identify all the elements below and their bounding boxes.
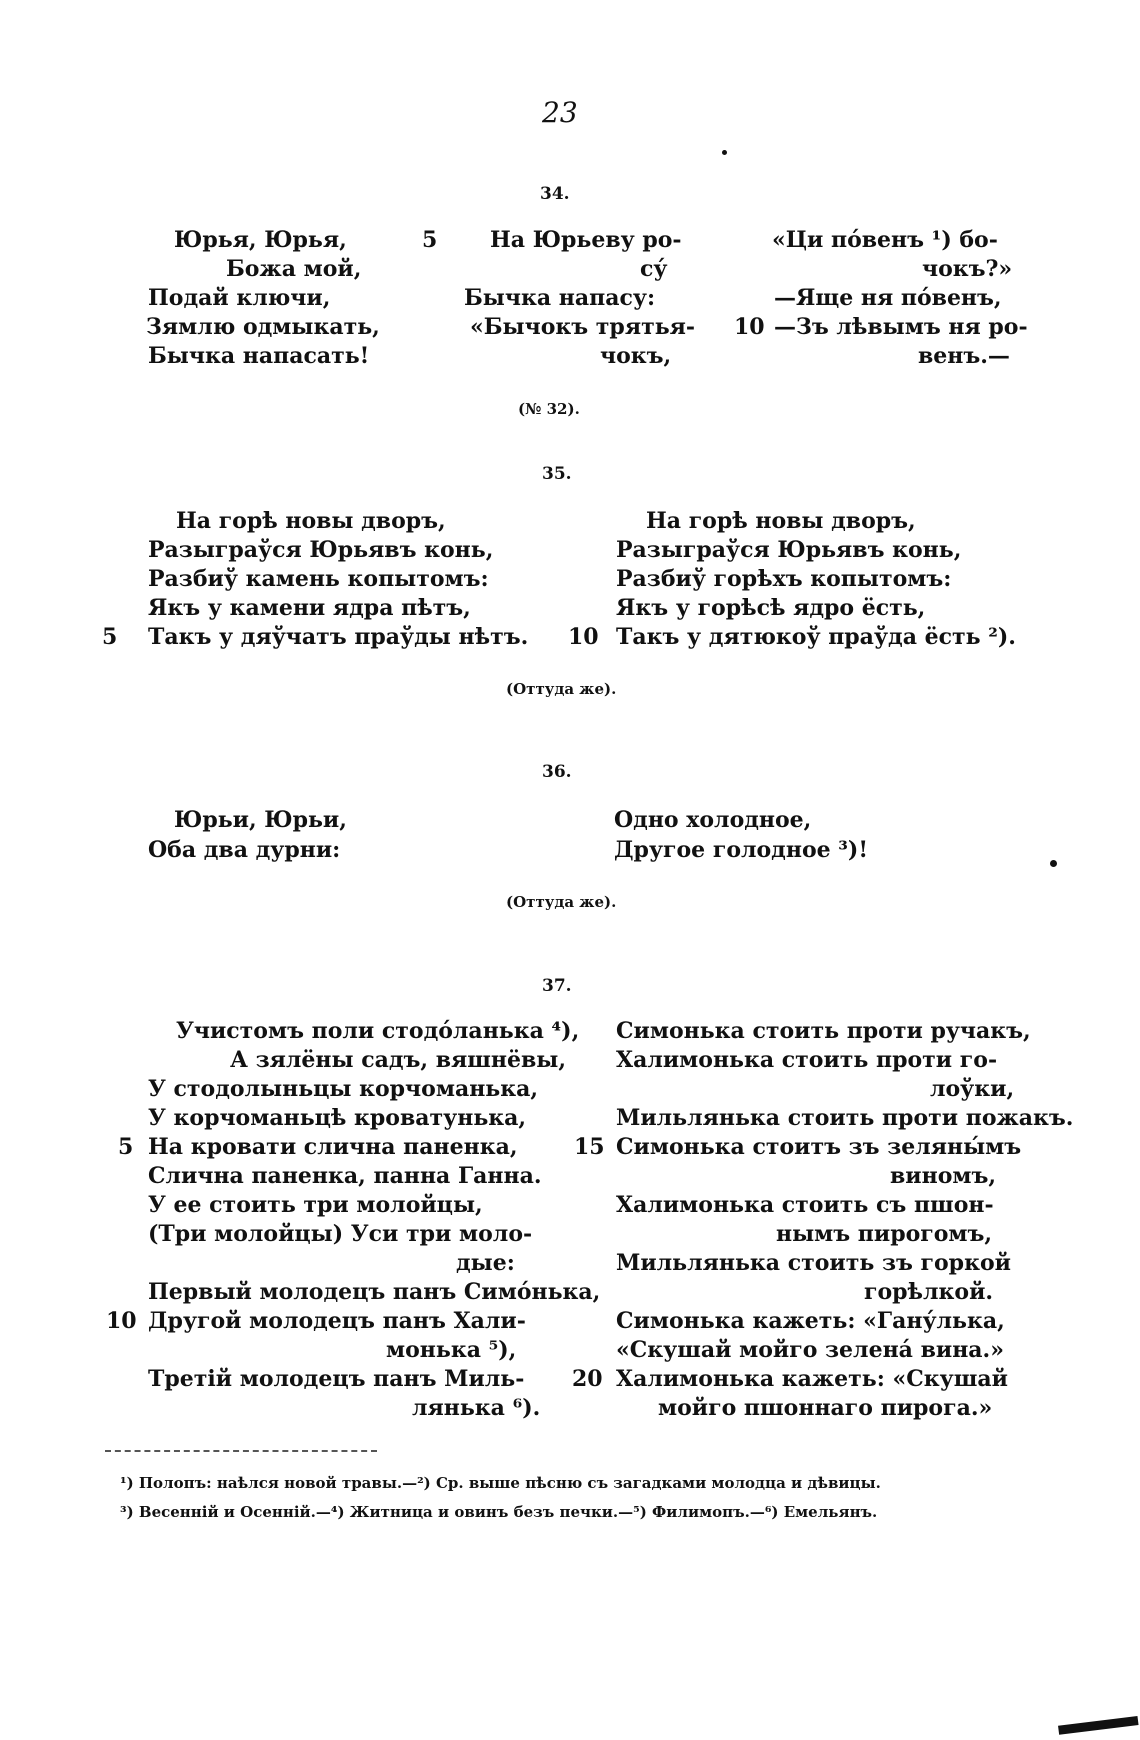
song-34-col1-line: Бычка напасать! [148,343,370,369]
song-35-line-number: 10 [568,624,599,650]
scan-mark [1058,1716,1139,1735]
song-36-number: 36. [542,762,572,782]
song-34-col3-line: венъ.— [918,343,1010,369]
song-37-right-line: Мильлянька стоить зъ горкой [616,1250,1011,1276]
song-35-line-number: 5 [102,624,118,650]
song-34-col3-line: чокъ?» [922,256,1013,282]
song-34-col2-line: На Юрьеву ро- [490,227,682,253]
song-35-left-line: Разбиў камень копытомъ: [148,566,489,592]
song-35-source: (Оттуда же). [506,680,617,698]
song-37-right-line: виномъ, [890,1163,997,1189]
song-37-right-line: Симонька стоитъ зъ зеляны́мъ [616,1134,1022,1160]
song-34-col3-line: «Ци по́венъ ¹) бо- [772,227,998,253]
song-37-number: 37. [542,976,572,996]
song-37-left-line: Первый молодецъ панъ Симо́нька, [148,1279,601,1305]
song-37-left-line: А зялёны садъ, вяшнёвы, [230,1047,566,1073]
song-37-left-line: Третій молодецъ панъ Миль- [148,1366,525,1392]
song-37-right-line: нымъ пирогомъ, [776,1221,993,1247]
song-34-col1-line: Подай ключи, [148,285,331,311]
song-37-right-line: мойго пшоннаго пирога.» [658,1395,993,1421]
song-36-left-line: Юрьи, Юрьи, [174,807,347,833]
song-34-col2-line: чокъ, [600,343,672,369]
song-35-right-line: На горѣ новы дворъ, [646,508,916,534]
song-34-col3-line: —Яще ня по́венъ, [774,285,1002,311]
song-36-right-line: Другое голодное ³)! [614,837,868,863]
song-37-left-line: Другой молодецъ панъ Хали- [148,1308,526,1334]
song-34-source: (№ 32). [518,400,580,418]
song-37-right-line: лоўки, [930,1076,1015,1102]
song-37-left-line: Слична паненка, панна Ганна. [148,1163,542,1189]
song-37-line-number: 5 [118,1134,134,1160]
footnote-line: ¹) Полопъ: наѣлся новой травы.—²) Ср. выше пѣсню съ загадками молодца и дѣвицы. [120,1474,881,1492]
song-37-right-line: Мильлянька стоить проти пожакъ. [616,1105,1074,1131]
song-35-right-line: Такъ у дятюкоў праўда ёсть ²). [616,624,1016,650]
page-number: 23 [542,96,578,129]
song-37-line-number: 15 [574,1134,605,1160]
song-34-col1-line: Юрья, Юрья, [174,227,347,253]
song-37-left-line: У стодолыньцы корчоманька, [148,1076,539,1102]
song-35-left-line: Такъ у дяўчатъ праўды нѣтъ. [148,624,529,650]
song-37-line-number: 10 [106,1308,137,1334]
song-35-left-line: Якъ у камени ядра пѣтъ, [148,595,471,621]
song-34-col2-line: су́ [640,256,668,282]
song-34-col1-line: Зямлю одмыкать, [146,314,380,340]
song-37-left-line: У корчоманьцѣ кроватунька, [148,1105,527,1131]
song-35-left-line: Разыграўся Юрьявъ конь, [148,537,494,563]
song-37-right-line: Симонька стоить проти ручакъ, [616,1018,1031,1044]
song-37-right-line: Симонька кажеть: «Гану́лька, [616,1308,1005,1334]
song-35-right-line: Разыграўся Юрьявъ конь, [616,537,962,563]
song-36-source: (Оттуда же). [506,893,617,911]
scan-speck [1050,860,1057,867]
song-37-left-line: (Три молойцы) Уси три моло- [148,1221,533,1247]
song-34-line-number: 5 [422,227,438,253]
song-37-right-line: Халимонька стоить съ пшон- [616,1192,994,1218]
song-37-left-line: лянька ⁶). [412,1395,541,1421]
song-34-line-number: 10 [734,314,765,340]
song-34-col2-line: «Бычокъ трятья- [470,314,696,340]
song-35-right-line: Якъ у горѣсѣ ядро ёсть, [616,595,926,621]
song-37-right-line: Халимонька стоить проти го- [616,1047,998,1073]
song-36-right-line: Одно холодное, [614,807,812,833]
song-34-col2-line: Бычка напасу: [464,285,656,311]
scan-speck [722,150,727,155]
song-34-col3-line: —Зъ лѣвымъ ня ро- [774,314,1028,340]
song-37-left-line: У ее стоить три молойцы, [148,1192,483,1218]
song-37-left-line: дые: [456,1250,515,1276]
song-34-col1-line: Божа мой, [226,256,362,282]
footnote-rule [105,1450,377,1452]
song-37-left-line: На кровати слична паненка, [148,1134,518,1160]
song-37-left-line: монька ⁵), [386,1337,517,1363]
song-35-right-line: Разбиў горѣхъ копытомъ: [616,566,952,592]
song-36-left-line: Оба два дурни: [148,837,341,863]
song-37-left-line: Учистомъ поли стодо́ланька ⁴), [176,1018,580,1044]
song-37-right-line: Халимонька кажеть: «Скушай [616,1366,1008,1392]
song-37-line-number: 20 [572,1366,603,1392]
song-34-number: 34. [540,184,570,204]
song-35-number: 35. [542,464,572,484]
footnote-line: ³) Весенній и Осенній.—⁴) Житница и овинъ безъ печки.—⁵) Филимопъ.—⁶) Емельянъ. [120,1503,878,1521]
song-35-left-line: На горѣ новы дворъ, [176,508,446,534]
song-37-right-line: горѣлкой. [864,1279,994,1305]
song-37-right-line: «Скушай мойго зелена́ вина.» [616,1337,1004,1363]
